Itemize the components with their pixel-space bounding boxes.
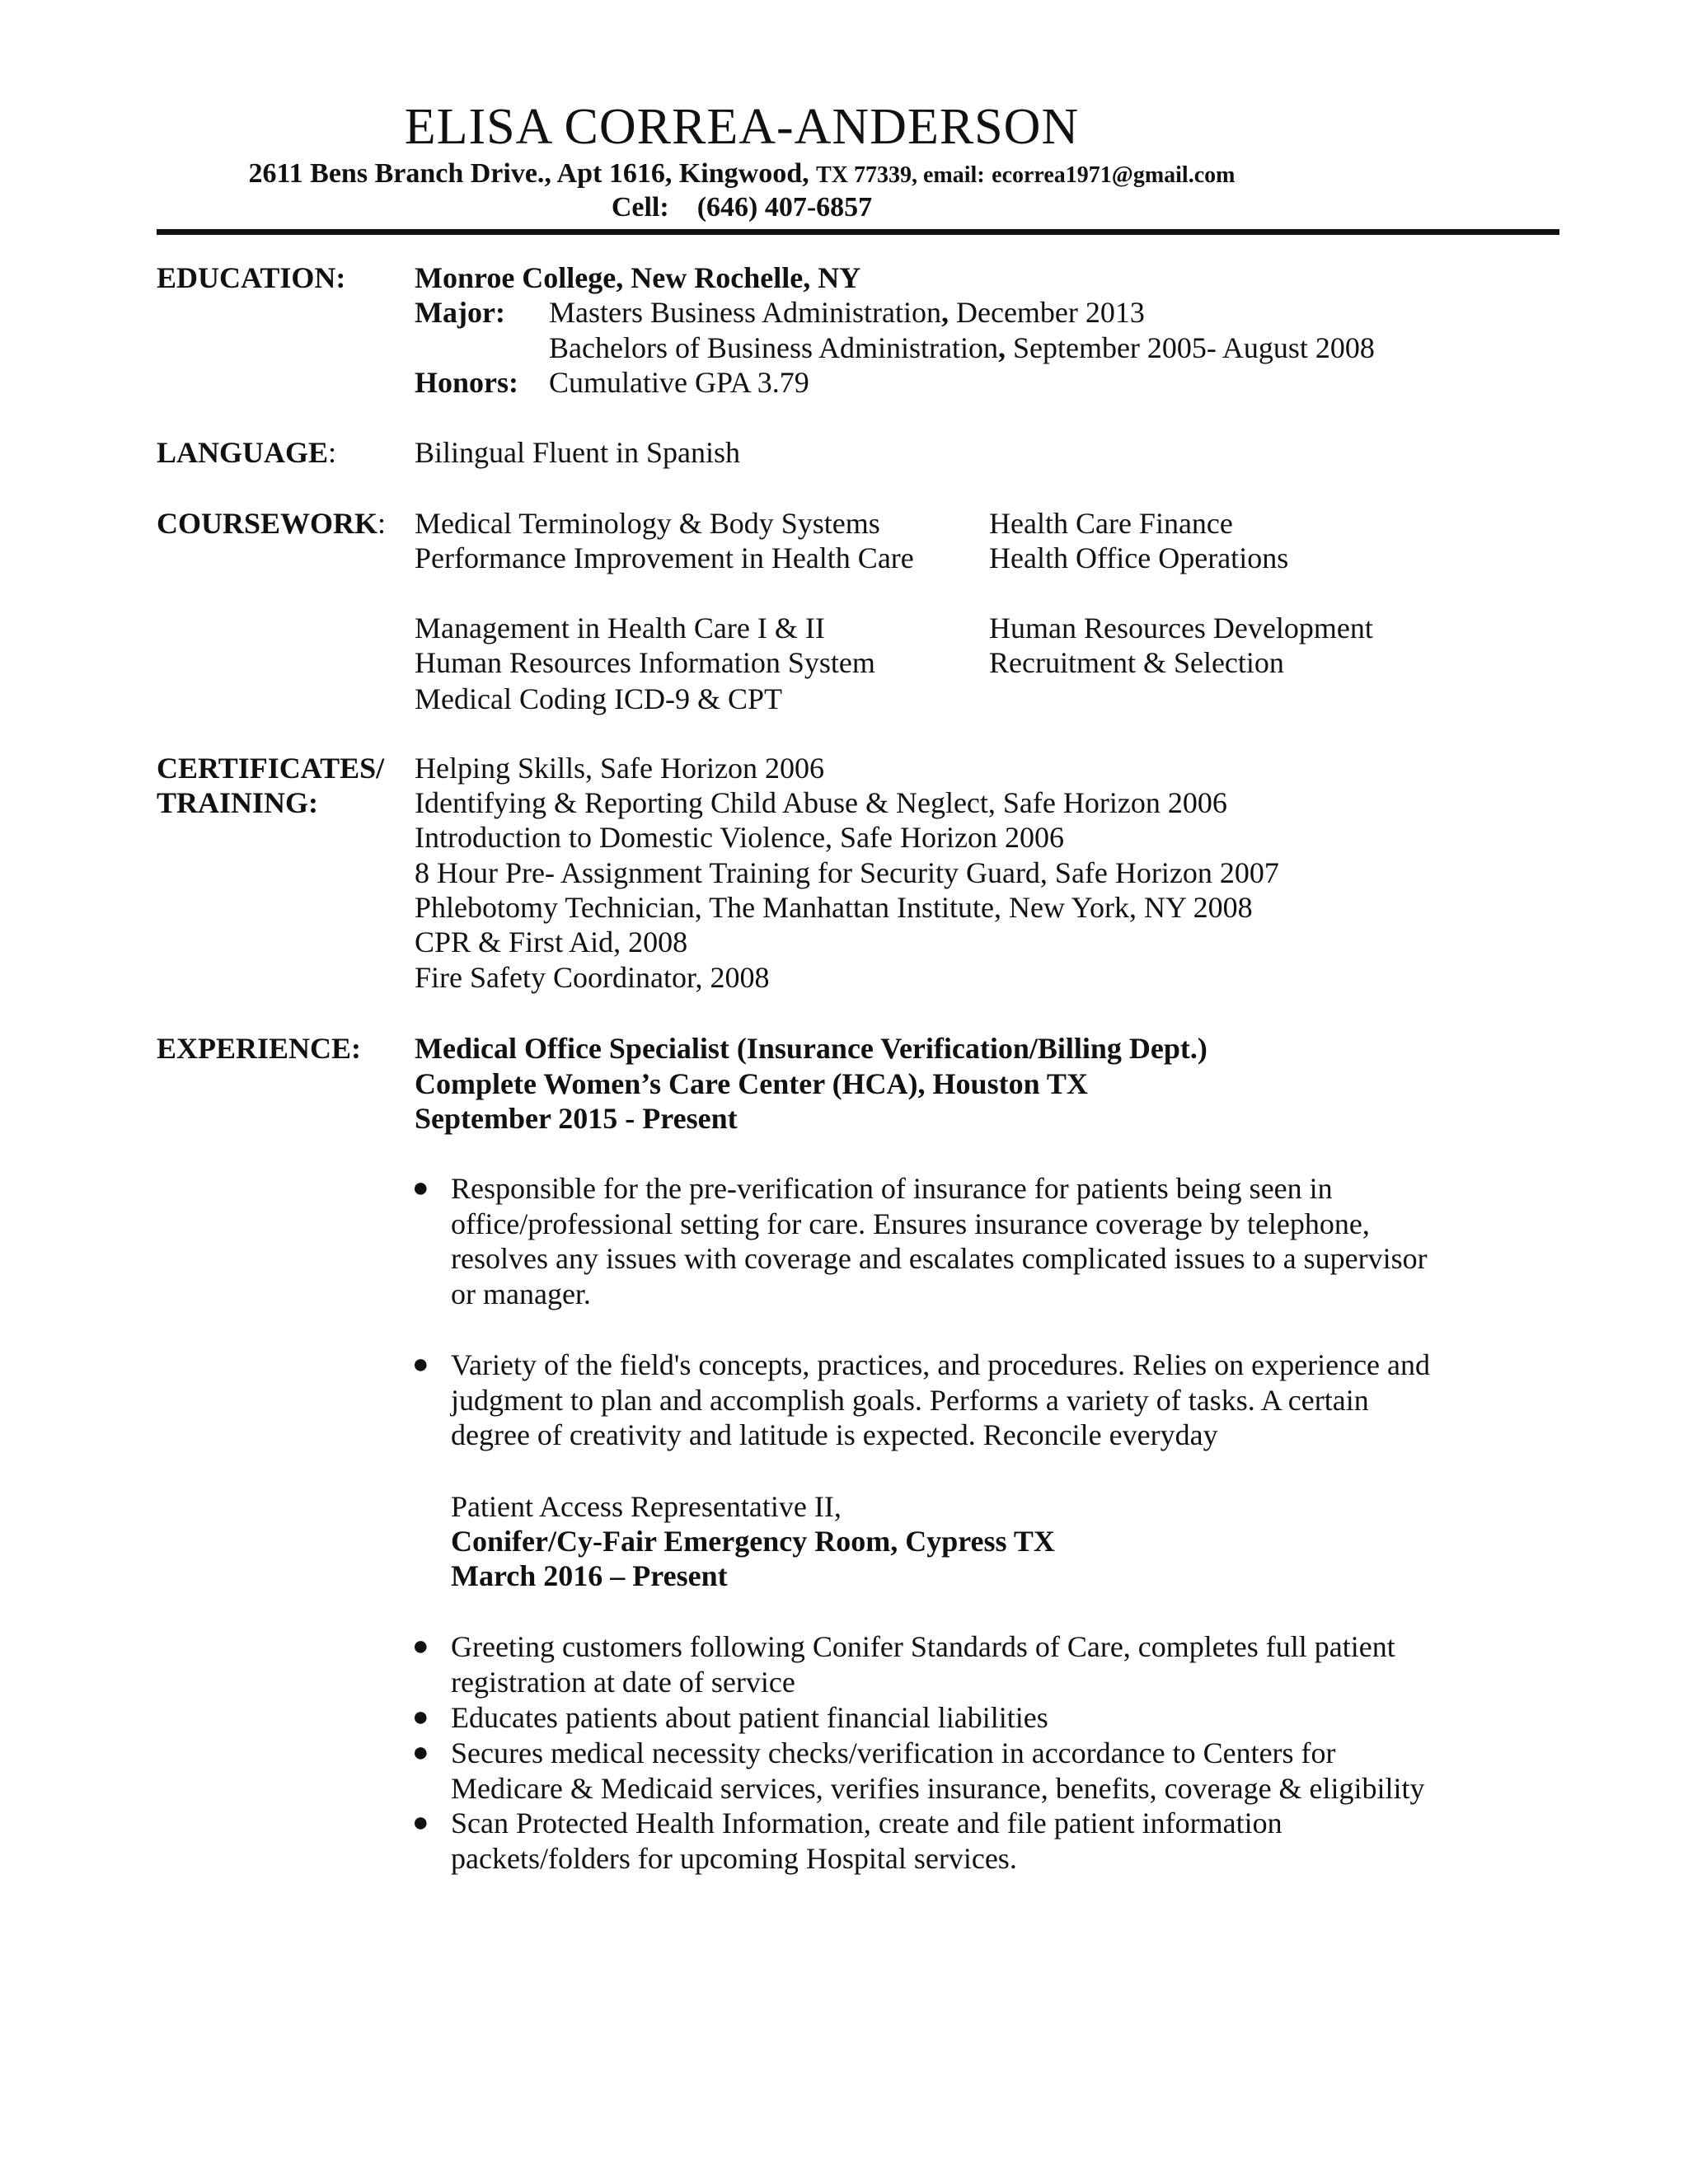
major-label: Major: bbox=[415, 296, 505, 329]
bullet-icon: ● bbox=[412, 1349, 429, 1380]
bullet-line: Variety of the field's concepts, practices, and procedures. Relies on experience and bbox=[451, 1348, 1430, 1381]
language-heading bbox=[157, 435, 336, 470]
coursework-heading bbox=[157, 506, 386, 541]
certificates-heading: CERTIFICATES/ bbox=[157, 752, 385, 785]
education-school: Monroe College, New Rochelle, NY bbox=[415, 261, 861, 294]
cell-label: Cell: bbox=[611, 192, 669, 223]
bullet-text bbox=[451, 1347, 1430, 1453]
header-divider bbox=[157, 229, 1559, 235]
course-item: Human Resources Information System bbox=[415, 646, 875, 679]
bullet-text bbox=[451, 1629, 1395, 1699]
course-item: Performance Improvement in Health Care bbox=[415, 541, 914, 574]
language-label: LANGUAGE bbox=[157, 436, 329, 469]
bullet-line: resolves any issues with coverage and escalates complicated issues to a supervisor bbox=[451, 1242, 1428, 1275]
bullet-line: registration at date of service bbox=[451, 1665, 795, 1699]
bullet-text bbox=[451, 1700, 1048, 1736]
certificate-item: 8 Hour Pre- Assignment Training for Security Guard, Safe Horizon 2007 bbox=[415, 856, 1279, 889]
job-1-employer: Complete Women’s Care Center (HCA), Houston TX bbox=[415, 1067, 1088, 1100]
language-colon: : bbox=[328, 436, 337, 469]
training-heading: TRAINING: bbox=[157, 786, 319, 819]
honors-label: Honors: bbox=[415, 366, 518, 399]
degree-1-name: Masters Business Administration bbox=[549, 296, 941, 329]
coursework-colon: : bbox=[377, 507, 387, 540]
bullet-text bbox=[451, 1736, 1425, 1806]
degree-1-date: December 2013 bbox=[956, 296, 1145, 329]
course-item: Medical Terminology & Body Systems bbox=[415, 507, 880, 540]
bullet-icon: ● bbox=[412, 1737, 429, 1768]
bullet-line: Secures medical necessity checks/verification in accordance to Centers for bbox=[451, 1736, 1336, 1769]
job-2-title: Patient Access Representative II, bbox=[451, 1490, 842, 1523]
bullet-line: Scan Protected Health Information, create and file patient information bbox=[451, 1807, 1282, 1840]
job-2-dates: March 2016 – Present bbox=[451, 1559, 728, 1592]
job-1-title: Medical Office Specialist (Insurance Verification/Billing Dept.) bbox=[415, 1032, 1207, 1065]
bullet-line: Medicare & Medicaid services, verifies insurance, benefits, coverage & eligibility bbox=[451, 1771, 1425, 1805]
degree-1: Masters Business Administration, December 2013 bbox=[549, 296, 1145, 329]
job-1-dates: September 2015 - Present bbox=[415, 1102, 738, 1135]
course-item: Recruitment & Selection bbox=[989, 646, 1284, 679]
address: 2611 Bens Branch Drive., Apt 1616, Kingwood, bbox=[248, 158, 809, 189]
honors-value: Cumulative GPA 3.79 bbox=[549, 366, 809, 399]
cell-line bbox=[0, 190, 1484, 225]
bullet-line: judgment to plan and accomplish goals. Performs a variety of tasks. A certain bbox=[451, 1383, 1369, 1417]
course-item: Health Care Finance bbox=[989, 507, 1233, 540]
bullet-icon: ● bbox=[412, 1807, 429, 1838]
bullet-icon: ● bbox=[412, 1631, 429, 1661]
certificate-item: CPR & First Aid, 2008 bbox=[415, 926, 688, 958]
course-item: Medical Coding ICD-9 & CPT bbox=[415, 682, 782, 715]
course-item: Health Office Operations bbox=[989, 541, 1289, 574]
candidate-name: ELISA CORREA-ANDERSON bbox=[404, 99, 1080, 155]
contact-line bbox=[0, 157, 1484, 193]
bullet-text bbox=[451, 1806, 1282, 1876]
bullet-line: office/professional setting for care. Ensures insurance coverage by telephone, bbox=[451, 1207, 1370, 1240]
language-value: Bilingual Fluent in Spanish bbox=[415, 436, 741, 469]
bullet-line: or manager. bbox=[451, 1277, 591, 1310]
bullet-line: packets/folders for upcoming Hospital services. bbox=[451, 1841, 1017, 1875]
certificate-item: Introduction to Domestic Violence, Safe Horizon 2006 bbox=[415, 821, 1064, 854]
certificate-item: Fire Safety Coordinator, 2008 bbox=[415, 961, 770, 994]
bullet-icon: ● bbox=[412, 1173, 429, 1203]
course-item: Human Resources Development bbox=[989, 612, 1373, 644]
bullet-icon: ● bbox=[412, 1702, 429, 1732]
education-heading: EDUCATION: bbox=[157, 261, 346, 294]
bullet-line: Greeting customers following Conifer Standards of Care, completes full patient bbox=[451, 1630, 1395, 1663]
certificate-item: Identifying & Reporting Child Abuse & Neglect, Safe Horizon 2006 bbox=[415, 786, 1227, 819]
state-zip-email-label: TX 77339, email: bbox=[816, 162, 985, 188]
course-item: Management in Health Care I & II bbox=[415, 612, 825, 644]
certificate-item: Helping Skills, Safe Horizon 2006 bbox=[415, 752, 824, 785]
experience-heading: EXPERIENCE: bbox=[157, 1032, 362, 1065]
degree-2: Bachelors of Business Administration, September 2005- August 2008 bbox=[549, 331, 1375, 364]
email-address: ecorrea1971@gmail.com bbox=[992, 162, 1236, 188]
coursework-label: COURSEWORK bbox=[157, 507, 378, 540]
degree-2-date: September 2005- August 2008 bbox=[1012, 331, 1375, 364]
bullet-line: degree of creativity and latitude is expected. Reconcile everyday bbox=[451, 1418, 1218, 1451]
cell-number: (646) 407-6857 bbox=[696, 192, 873, 223]
certificate-item: Phlebotomy Technician, The Manhattan Institute, New York, NY 2008 bbox=[415, 891, 1253, 924]
degree-2-name: Bachelors of Business Administration bbox=[549, 331, 998, 364]
bullet-line: Responsible for the pre-verification of insurance for patients being seen in bbox=[451, 1172, 1333, 1205]
job-2-employer: Conifer/Cy-Fair Emergency Room, Cypress TX bbox=[451, 1525, 1055, 1558]
bullet-text bbox=[451, 1171, 1428, 1311]
bullet-line: Educates patients about patient financial liabilities bbox=[451, 1701, 1048, 1734]
